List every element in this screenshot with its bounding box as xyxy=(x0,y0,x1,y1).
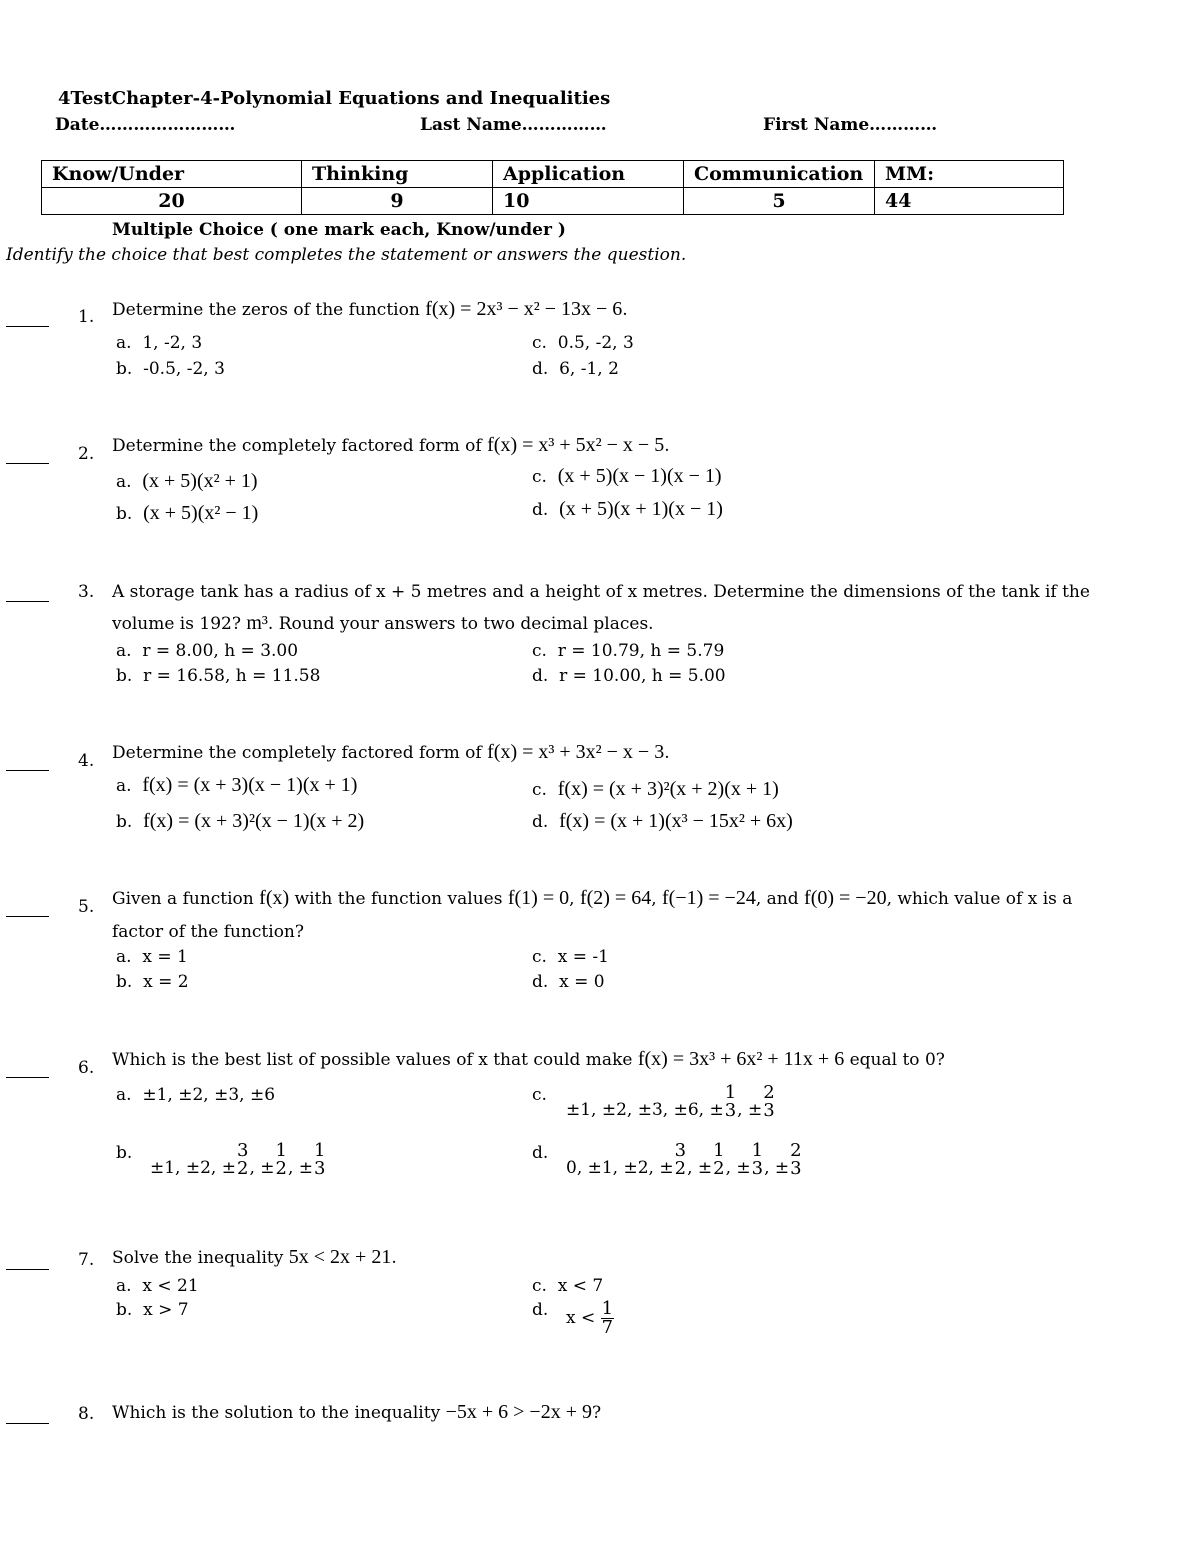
header-know-under: Know/Under xyxy=(42,161,302,188)
option-b xyxy=(116,359,225,379)
option-a xyxy=(116,774,357,797)
option-b xyxy=(116,502,258,525)
option-text: r = 16.58, h = 11.58 xyxy=(143,666,321,686)
fraction xyxy=(751,1142,764,1178)
option-text: 0.5, -2, 3 xyxy=(557,333,634,353)
option-letter: c. xyxy=(532,947,547,967)
numerator: 1 xyxy=(724,1082,737,1103)
option-letter: a. xyxy=(116,776,132,796)
question-stem: Which is the solution to the inequality xyxy=(112,1403,441,1423)
numerator: 2 xyxy=(790,1140,802,1161)
option-a xyxy=(116,470,258,493)
score-table-header-row xyxy=(42,161,1064,188)
option-text: r = 10.00, h = 5.00 xyxy=(559,666,726,686)
option-text: (x + 5)(x² − 1) xyxy=(143,502,259,524)
numerator: 1 xyxy=(751,1140,764,1161)
option-d: 0, ±1, ±2, ± 3 2 , ± 1 2 , ± 1 3 , ± 2 3 xyxy=(566,1140,802,1179)
question-stem: Determine the completely factored form of xyxy=(112,743,482,763)
option-letter: d. xyxy=(532,812,549,832)
fraction xyxy=(789,1142,802,1178)
question-stem: Determine the zeros of the function xyxy=(112,300,420,320)
option-letter: c. xyxy=(532,780,547,800)
value-application: 10 xyxy=(493,188,684,215)
denominator: 3 xyxy=(790,1158,802,1179)
header-mm: MM: xyxy=(875,161,1064,188)
comma: , xyxy=(569,889,575,909)
option-a xyxy=(116,641,298,661)
question-number: 6. xyxy=(78,1058,95,1078)
option-letter: d. xyxy=(532,359,549,379)
option-d xyxy=(532,972,605,992)
option-d xyxy=(566,1300,614,1337)
answer-blank-6[interactable] xyxy=(6,1077,49,1078)
answer-blank-8[interactable] xyxy=(6,1423,49,1424)
option-d xyxy=(532,359,619,379)
question-stem-end: . Round your answers to two decimal places. xyxy=(267,614,654,634)
fraction xyxy=(674,1142,687,1178)
option-text: x < 7 xyxy=(557,1276,604,1296)
question-stem: Determine the completely factored form of xyxy=(112,436,482,456)
question-formula: f(x) = x³ + 3x² − x − 3 xyxy=(487,741,665,763)
option-letter: a. xyxy=(116,1276,132,1296)
option-letter: b. xyxy=(116,666,133,686)
question-stem: Given a function xyxy=(112,889,254,909)
formula-f0: f(0) = −20 xyxy=(804,887,887,909)
question-text xyxy=(112,1048,945,1071)
comma: , xyxy=(651,889,657,909)
option-d xyxy=(532,810,793,833)
value-mm: 44 xyxy=(875,188,1064,215)
formula-fx: f(x) xyxy=(259,887,290,909)
option-letter: a. xyxy=(116,1085,132,1105)
option-text: f(x) = (x + 3)²(x − 1)(x + 2) xyxy=(143,810,365,832)
question-text-line-1 xyxy=(112,887,1072,910)
fraction xyxy=(236,1142,249,1178)
option-b xyxy=(116,810,364,833)
question-number: 2. xyxy=(78,444,95,464)
option-letter: d. xyxy=(532,972,549,992)
denominator: 3 xyxy=(724,1100,737,1121)
option-text: ±1, ±2, ± xyxy=(150,1158,236,1178)
option-b-letter: b. xyxy=(116,1143,133,1163)
score-table-value-row xyxy=(42,188,1064,215)
option-text: x > 7 xyxy=(143,1300,189,1320)
option-text: f(x) = (x + 1)(x³ − 15x² + 6x) xyxy=(559,810,793,832)
option-a xyxy=(116,1085,275,1105)
answer-blank-5[interactable] xyxy=(6,916,49,917)
answer-blank-4[interactable] xyxy=(6,770,49,771)
instructions: Identify the choice that best completes the statement or answers the question. xyxy=(6,245,687,265)
option-c-letter: c. xyxy=(532,1085,547,1105)
numerator: 3 xyxy=(674,1140,687,1161)
section-title: Multiple Choice ( one mark each, Know/under ) xyxy=(112,220,566,240)
question-text-line-2: factor of the function? xyxy=(112,922,304,942)
denominator: 2 xyxy=(674,1158,687,1179)
comma: , xyxy=(755,889,762,909)
period: . xyxy=(664,743,670,763)
question-stem-end: equal to 0? xyxy=(849,1050,945,1070)
denominator: 3 xyxy=(314,1158,326,1179)
option-text: r = 8.00, h = 3.00 xyxy=(142,641,299,661)
question-text-line-1: A storage tank has a radius of x + 5 metres and a height of x metres. Determine the dimensions of the tank if the xyxy=(112,582,1090,602)
option-text: x = 0 xyxy=(559,972,605,992)
answer-blank-7[interactable] xyxy=(6,1269,49,1270)
denominator: 2 xyxy=(236,1158,249,1179)
value-know-under: 20 xyxy=(42,188,302,215)
option-a xyxy=(116,333,202,353)
option-letter: d. xyxy=(532,500,549,520)
option-c xyxy=(532,947,609,967)
question-stem: with the function values xyxy=(294,889,503,909)
option-text: (x + 5)(x − 1)(x − 1) xyxy=(557,465,722,487)
question-text-line-2 xyxy=(112,612,654,635)
question-number: 7. xyxy=(78,1250,95,1270)
header-communication: Communication xyxy=(684,161,875,188)
option-text: f(x) = (x + 3)(x − 1)(x + 1) xyxy=(142,774,358,796)
option-text: x = 2 xyxy=(143,972,189,992)
question-text xyxy=(112,434,670,457)
header-application: Application xyxy=(493,161,684,188)
option-d xyxy=(532,498,723,521)
period: . xyxy=(664,436,670,456)
option-letter: c. xyxy=(532,641,547,661)
option-d-letter: d. xyxy=(532,1300,549,1320)
option-text: f(x) = (x + 3)²(x + 2)(x + 1) xyxy=(557,778,779,800)
option-c xyxy=(532,778,779,801)
question-stem: Solve the inequality xyxy=(112,1248,284,1268)
question-mark: ? xyxy=(592,1403,602,1423)
question-text xyxy=(112,741,670,764)
option-letter: b. xyxy=(116,972,133,992)
denominator: 2 xyxy=(275,1158,287,1179)
option-b xyxy=(116,972,189,992)
option-letter: a. xyxy=(116,472,132,492)
question-formula: 5x < 2x + 21 xyxy=(288,1246,392,1268)
answer-blank-1[interactable] xyxy=(6,326,49,327)
test-title: 4TestChapter-4-Polynomial Equations and Inequalities xyxy=(58,88,611,109)
formula-f-neg1: f(−1) = −24 xyxy=(662,887,756,909)
option-letter: b. xyxy=(116,812,133,832)
option-d xyxy=(532,666,726,686)
option-letter: d. xyxy=(532,666,549,686)
option-text: ±1, ±2, ±3, ±6, ± xyxy=(566,1100,724,1120)
fraction xyxy=(275,1142,288,1178)
option-c xyxy=(532,333,634,353)
answer-blank-3[interactable] xyxy=(6,601,49,602)
option-text: x = -1 xyxy=(557,947,609,967)
value-communication: 5 xyxy=(684,188,875,215)
question-number: 1. xyxy=(78,307,95,327)
option-letter: b. xyxy=(116,1300,133,1320)
option-b xyxy=(116,666,320,686)
unit-cubic-metres: m³ xyxy=(246,612,268,634)
answer-blank-2[interactable] xyxy=(6,463,49,464)
option-letter: b. xyxy=(116,359,133,379)
question-stem: and xyxy=(766,889,799,909)
numerator: 2 xyxy=(763,1082,775,1103)
fraction xyxy=(601,1300,614,1337)
option-b: ±1, ±2, ± 3 2 , ± 1 2 , ± 1 3 xyxy=(150,1140,326,1179)
denominator: 2 xyxy=(713,1158,725,1179)
option-text: (x + 5)(x + 1)(x − 1) xyxy=(559,498,723,520)
numerator: 3 xyxy=(236,1140,249,1161)
option-letter: c. xyxy=(532,467,547,487)
fraction xyxy=(762,1084,775,1120)
period: . xyxy=(622,300,628,320)
question-text xyxy=(112,1246,397,1269)
question-stem: Which is the best list of possible values of x that could make xyxy=(112,1050,633,1070)
question-formula: f(x) = 3x³ + 6x² + 11x + 6 xyxy=(637,1048,845,1070)
question-text xyxy=(112,1401,601,1424)
score-table xyxy=(41,160,1064,215)
option-text: 6, -1, 2 xyxy=(559,359,619,379)
formula-f1: f(1) = 0 xyxy=(507,887,570,909)
fraction xyxy=(313,1142,326,1178)
option-letter: a. xyxy=(116,947,132,967)
date-label: Date…………………… xyxy=(55,115,236,135)
option-text: -0.5, -2, 3 xyxy=(143,359,225,379)
value-thinking: 9 xyxy=(302,188,493,215)
fraction xyxy=(712,1142,725,1178)
numerator: 1 xyxy=(713,1140,725,1161)
option-text: 1, -2, 3 xyxy=(142,333,203,353)
option-letter: b. xyxy=(116,504,133,524)
option-a xyxy=(116,947,188,967)
question-stem: volume is 192? xyxy=(112,614,241,634)
option-c xyxy=(532,641,724,661)
question-number: 4. xyxy=(78,751,95,771)
option-c: ±1, ±2, ±3, ±6, ± 1 3 , ± 2 3 xyxy=(566,1082,775,1121)
option-text: x = 1 xyxy=(142,947,188,967)
question-number: 5. xyxy=(78,897,95,917)
option-a xyxy=(116,1276,199,1296)
option-c xyxy=(532,465,722,488)
question-number: 8. xyxy=(78,1404,95,1424)
option-text: x < 21 xyxy=(142,1276,199,1296)
option-letter: c. xyxy=(532,333,547,353)
option-c xyxy=(532,1276,603,1296)
fraction xyxy=(724,1084,737,1120)
option-letter: c. xyxy=(532,1276,547,1296)
last-name-label: Last Name…………… xyxy=(420,115,607,135)
denominator: 3 xyxy=(751,1158,764,1179)
option-text: (x + 5)(x² + 1) xyxy=(142,470,258,492)
question-number: 3. xyxy=(78,582,95,602)
question-stem: , which value of x is a xyxy=(886,889,1073,909)
question-formula: −5x + 6 > −2x + 9 xyxy=(445,1401,592,1423)
numerator: 1 xyxy=(314,1140,326,1161)
option-letter: a. xyxy=(116,641,132,661)
formula-f2: f(2) = 64 xyxy=(579,887,652,909)
period: . xyxy=(391,1248,397,1268)
numerator: 1 xyxy=(275,1140,287,1161)
numerator: 1 xyxy=(601,1298,614,1319)
option-text: x < xyxy=(566,1308,596,1328)
denominator: 3 xyxy=(763,1100,775,1121)
option-d-letter: d. xyxy=(532,1143,549,1163)
denominator: 7 xyxy=(601,1317,614,1338)
option-text: 0, ±1, ±2, ± xyxy=(566,1158,674,1178)
option-b xyxy=(116,1300,189,1320)
question-formula: f(x) = x³ + 5x² − x − 5 xyxy=(487,434,665,456)
option-text: r = 10.79, h = 5.79 xyxy=(557,641,725,661)
header-thinking: Thinking xyxy=(302,161,493,188)
question-text xyxy=(112,298,628,321)
option-text: ±1, ±2, ±3, ±6 xyxy=(142,1085,276,1105)
question-formula: f(x) = 2x³ − x² − 13x − 6 xyxy=(425,298,623,320)
first-name-label: First Name………… xyxy=(763,115,938,135)
option-letter: a. xyxy=(116,333,132,353)
